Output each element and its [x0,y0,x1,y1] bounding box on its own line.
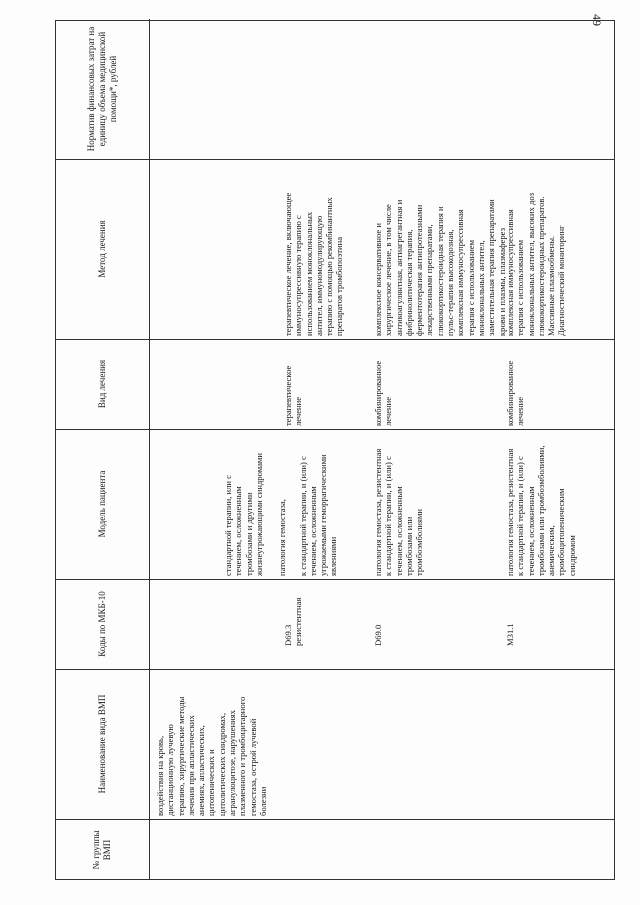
header-cost: Норматив финансовых затрат на единицу объема медицинской помощи*, рублей [55,19,150,159]
model-cell-3: патология гемостаза, резистентная к стандартной терапии, и (или) с течением, осложненным тромбозами или тромбоэмболиями, анемическим, тромбоцитопеническим синдромом [505,445,577,576]
type-cell-1: терапевтическое лечение [283,365,304,426]
column-name [55,669,615,820]
column-type [55,339,615,430]
column-group [55,820,615,880]
header-model: Модель пациента [55,429,150,579]
rotated-table [55,20,615,880]
column-model [55,429,615,580]
code-cell-1: D69.3 резистентная [283,597,304,646]
name-cell: воздействия на кровь, дистанционную лучевую терапию, хирургические методы лечения при апластических анемиях, апластических, цитопенических и цитолитических синдромах, агранулоцитозе, нарушениях плазменного и тромбоцитарного гемостаза, острой лучевой болезни [155,696,268,816]
method-cell-3: комплексная иммуносупрессивная терапия с использованием моноклональных антител, высоких доз глюкокортикостероидных препаратов. Массивные плазмообмены. Диагностический мониторинг [505,192,567,336]
header-type: Вид лечения [55,339,150,429]
code-cell-3: M31.1 [505,623,515,646]
header-codes: Коды по МКБ-10 [55,579,150,669]
column-codes [55,579,615,670]
method-cell-2: комплексное консервативное и хирургическое лечение, в том числе антикоагулянтная, антиагрегантная и фибринолитическая терапия, ферментотерапия антипротеазными лекарственными препаратами, глюкокортикостероидная терапия и пульс-терапия высокодозная, комплексная иммуносупрессивная терапия с использованием моноклональных антител, заместительная терапия препаратами крови и плазмы, плазмаферез [373,199,507,336]
model-cell-2: патология гемостаза, резистентная к стандартной терапии, и (или) с течением, осложненным тромбозами или тромбоэмболиями [373,448,425,576]
page-number: 49 [590,14,604,26]
column-cost [55,19,615,160]
model-cell-0: стандартной терапии, или с течением, осложненным тромбозами и другими жизнеугрожающими синдромами [223,453,264,576]
code-cell-2: D69.0 [373,624,383,646]
type-cell-2: комбинированное лечение [373,360,394,426]
type-cell-3: комбинированное лечение [505,360,526,426]
column-method [55,159,615,340]
method-cell-1: терапевтическое лечение, включающее иммуносупрессивную терапию с использованием моноклональных антител, иммуномодулирующую терапию с помощью рекомбинантных препаратов тромбопоэтина [283,192,345,336]
header-method: Метод лечения [55,159,150,339]
header-group: № группы ВМП [55,820,150,880]
model-cell-1: патология гемостаза, к стандартной терапии, и (или) с течением, осложненным угрожаемыми геморрагическими явлениями [277,454,339,576]
header-name: Наименование вида ВМП [55,669,150,819]
